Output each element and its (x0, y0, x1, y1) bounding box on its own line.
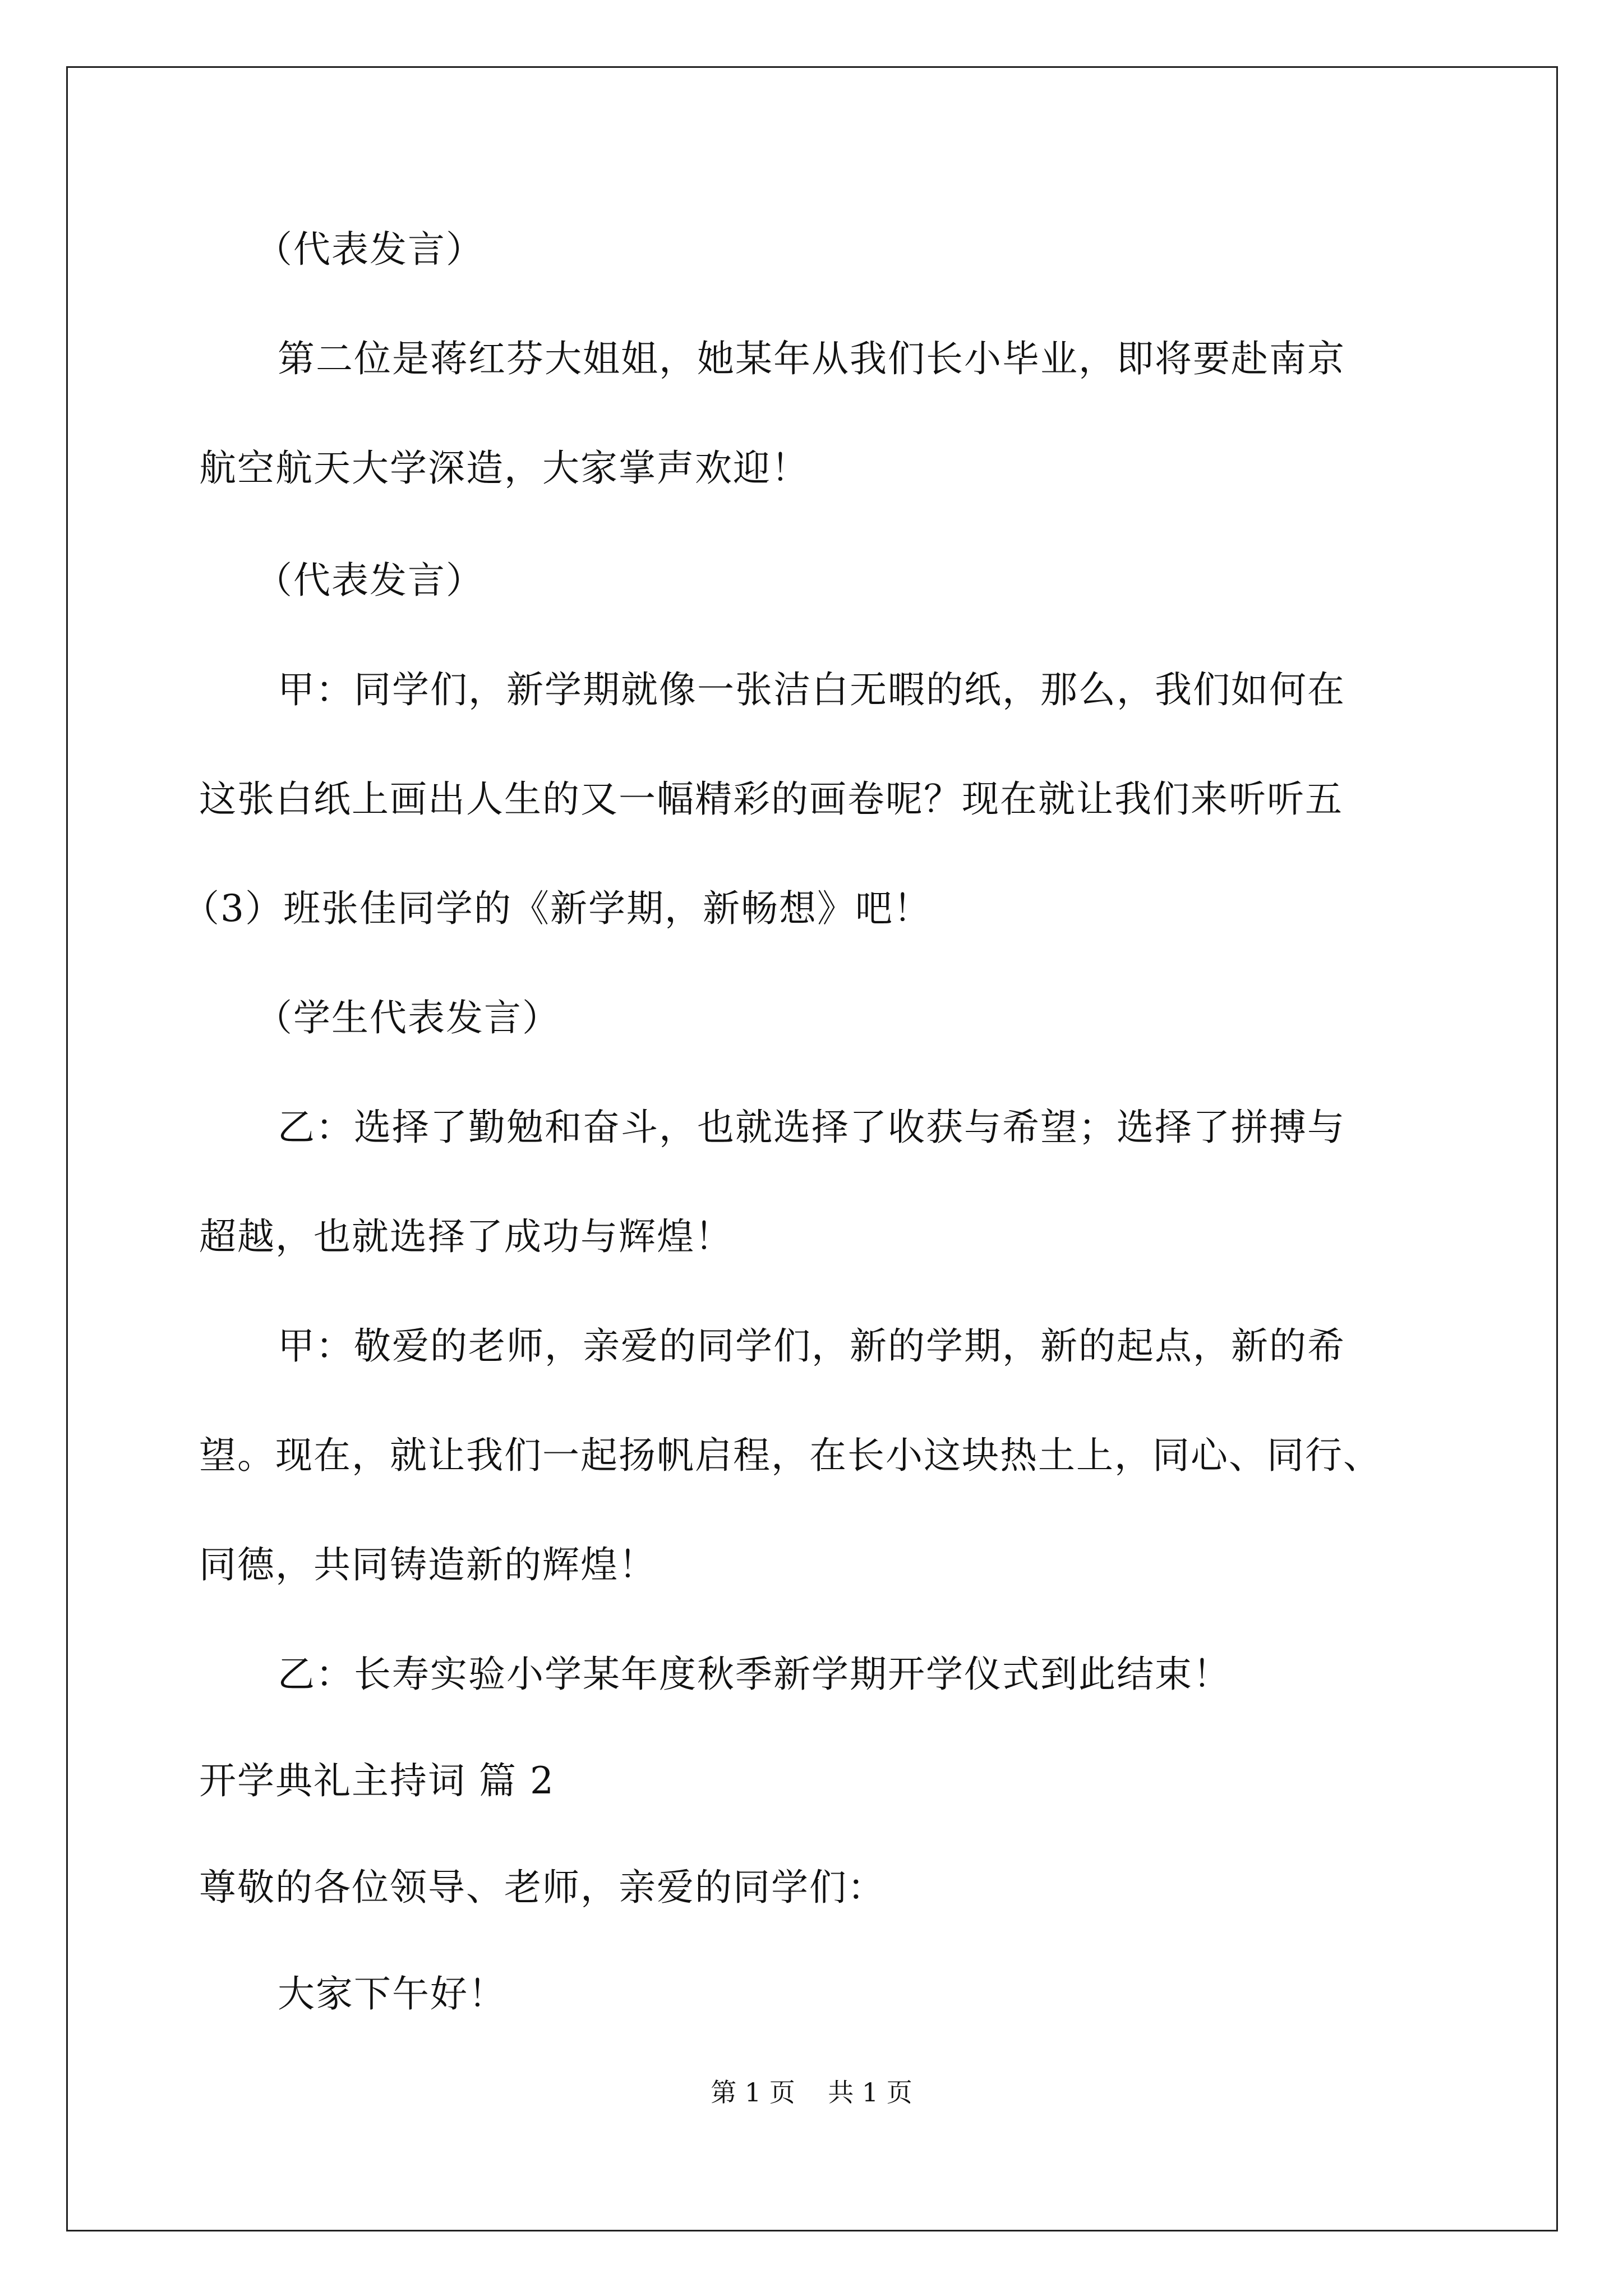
paragraph-line: 甲：敬爱的老师，亲爱的同学们，新的学期，新的起点，新的希 (278, 1324, 1345, 1368)
paragraph-line: （代表发言） (255, 559, 484, 602)
paragraph-line: 这张白纸上画出人生的又一幅精彩的画卷呢？现在就让我们来听听五 (199, 777, 1343, 821)
page-number-footer: 第 1 页 共 1 页 (711, 2077, 912, 2108)
paragraph-line: 乙：选择了勤勉和奋斗，也就选择了收获与希望；选择了拼搏与 (278, 1106, 1345, 1149)
paragraph-line: 乙：长寿实验小学某年度秋季新学期开学仪式到此结束！ (278, 1653, 1231, 1696)
paragraph-line: （代表发言） (255, 228, 484, 271)
paragraph-line: （3）班张佳同学的《新学期，新畅想》吧！ (182, 887, 932, 930)
paragraph-line: 甲：同学们，新学期就像一张洁白无暇的纸，那么，我们如何在 (278, 668, 1345, 711)
paragraph-line: 超越，也就选择了成功与辉煌！ (199, 1215, 733, 1258)
paragraph-line: 航空航天大学深造，大家掌声欢迎！ (199, 447, 809, 490)
paragraph-line: 望。现在，就让我们一起扬帆启程，在长小这块热土上，同心、同行、 (199, 1434, 1381, 1477)
salutation-line: 尊敬的各位领导、老师，亲爱的同学们： (199, 1866, 886, 1909)
section-heading: 开学典礼主持词 篇 2 (199, 1759, 555, 1802)
greeting-line: 大家下午好！ (278, 1972, 506, 2016)
paragraph-line: 第二位是蒋红芬大姐姐，她某年从我们长小毕业，即将要赴南京 (278, 337, 1345, 380)
paragraph-line: 同德，共同铸造新的辉煌！ (199, 1543, 657, 1586)
paragraph-line: （学生代表发言） (255, 996, 560, 1039)
